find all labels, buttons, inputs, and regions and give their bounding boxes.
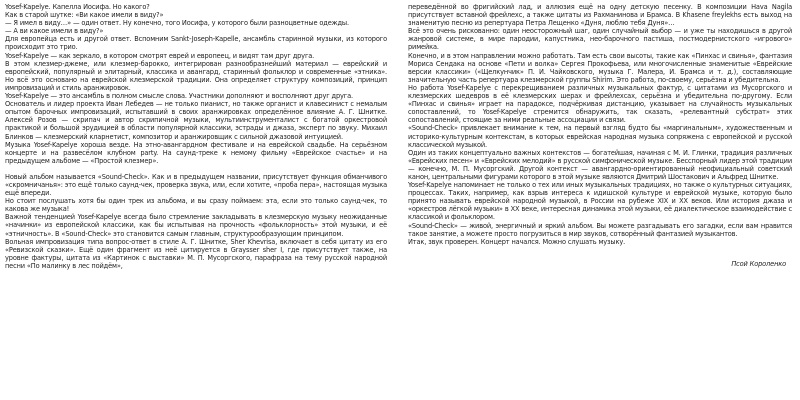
paragraph: переведённой во фригийский лад, и аллюзия ещё на одну детскую песенку. В композиции Hava Nagila присутствует вставной фрейлехс, а также цитаты из Рахманинова и Брамса. В Khasene freylekhs есть выход на знаменитую песню из репертуара Петра Лещенко «Дуня, люблю тебя Дуня»…	[408, 3, 792, 28]
paragraph: В этом клезмер-джеме, или клезмер-барокко, интегрирован разнообразнейший материал — еврейский и европейский, популярный и элитарный, классика и авангард, старинный фольклор и современные «этника». Но всё это основано на еврейской клезмерской традиции. Она определяет структуру композиций, принцип импровизаций и стиль аранжировок.	[5, 59, 387, 92]
paragraph-gap	[5, 165, 387, 173]
right-text-column	[398, 3, 800, 400]
paragraph: Yosef-Kapelye — это ансамбль в полном смысле слова. Участники дополняют и восполняют друг друга.	[5, 92, 354, 101]
paragraph: Вольная импровизация типа вопрос-ответ в стиле А. Г. Шнитке, Sher Khevrisa, включает в себя цитату из его «Ревизской сказки». Ещё один фрагмент из неё цитируется в Graysser sher I, где присутствует также, на уровне фактуры, цитата из «Картинок с выставки» М. П. Мусоргского, парафраза на тему русской народной песни «По малинку в лес пойдём»,	[5, 237, 387, 270]
paragraph: «Sound-Check» привлекает внимание к тем, на первый взгляд будто бы «маргинальным», художественным и историко-культурным контекстам, в которых еврейская народная музыка сопряжена с европейской и русской классической музыкой.	[408, 124, 792, 149]
paragraph: Основатель и лидер проекта Иван Лебедев — не только пианист, но также органист и клавесинист с немалым опытом барочных импровизаций, испытавший в своих аранжировках определённое влияние А. Г. Шнитке. Алексей Розов — скрипач и автор скрипичной музыки, мультиинструменталист с богатой оркестровой практикой и большой эрудицией в области популярной классики, эстрады и джаза, эксперт по звуку. Михаил Блинков — клезмерский кларнетист, композитор и аранжировщик с сильной джазовой интуицией.	[5, 100, 387, 141]
paragraph: Но работа Yosef-Kapelye с перекрещиванием различных музыкальных фактур, с цитатами из Мусоргского и клезмерских шедевров в её клезмерских шерах и фрейлехсах, серьёзна и убедительна по-другому. Если «Пинхас и свинья» играет на парадоксе, подчёркивая дистанцию, указывает на случайность музыкальных сопоставлений, то Yosef-Kapelye стремится обнаружить, так сказать, «релевантный субстрат» этих сопоставлений, стоящие за ними реальные ассоциации и связи.	[408, 83, 792, 125]
paragraph: — А ви какое имели в виду?»	[5, 27, 104, 36]
paragraph: Yosef-Kapelye напоминает не только о тех или иных музыкальных традициях, но также о культурных ситуациях, процессах. Таких, например, как взрыв интереса к идишской культуре и еврейской музыке, которую было принято называть еврейской народной музыкой, в России на рубеже XIX и XX веков. Или история джаза и «оркестров лёгкой музыки» в XX веке, интересная динамика этой музыки, её диалектическое взаимодействие с классикой и фольклором.	[408, 181, 792, 222]
paragraph: Музыка Yosef-Kapelye хороша везде. На этно-авангардном фестивале и на еврейской свадьбе. На серьёзном концерте и на развесёлом клубном party. На саунд-треке к немому фильму «Еврейское счастье» и на предыдущем альбоме — «Простой клезмер».	[5, 140, 387, 165]
paragraph: Но стоит послушать хотя бы один трек из альбома, и вы сразу поймаем: эта, если это только саунд-чек, то какова же музыка!	[5, 197, 387, 214]
paragraph: Yosef-Kapelye — как зеркало, в котором смотрят еврей и европеец, и видят там друг друга.	[5, 51, 315, 60]
paragraph: Важной тенденцией Yosef-Kapelye всегда было стремление закладывать в клезмерскую музыку неожиданные «начинки» из европейской классики, как бы испытывая на прочность «фольклорность» этой музыки, и её «этничность». В «Sound-Check» это становится самым главным, структурообразующим принципом.	[5, 213, 387, 238]
paragraph: Как в старой шутке: «Ви какое имели в виду?»	[5, 11, 164, 20]
paragraph: Для европейца есть и другой ответ. Вспомним Sankt-Joseph-Kapelle, ансамбль старинной музыки, из которого происходит это трио.	[5, 35, 387, 52]
paragraph: Конечно, и в этом направлении можно работать. Там есть свои высоты, такие как «Пинхас и свинья», фантазия Мориса Сендака на основе «Пети и волка» Сергея Прокофьева, или многочисленные знаменитые «Еврейские версии классики» («Щелкунчик» П. И. Чайковского, музыка Г. Малера, И. Брамса и т. д.), составляющие значительную часть репертуара клезмерской группы Shirim. Это работа, по-своему, серьёзна и убедительна.	[408, 51, 792, 84]
paragraph: Один из таких концептуально важных контекстов — богатейшая, начиная с М. И. Глинки, традиция различных «Еврейских песен» и «Еврейских мелодий» в русской симфонической музыке. Бесспорный лидер этой традиции — конечно, М. П. Мусоргский. Другой контекст — авангардно-ориентированный неофициальный советский канон, центральными фигурами которого в этой музыке являются Дмитрий Шостакович и Альфред Шнитке.	[408, 148, 792, 181]
paragraph: — Я имел в виду…» — один ответ. Ну конечно, того Иосифа, у которого были разноцветные одежды.	[5, 19, 349, 28]
left-text-column	[0, 3, 398, 400]
paragraph: Всё это очень рискованно: один неосторожный шаг, один случайный выбор — и уже ты находишься в другой жанровой системе, в мире пародии, капустника, нео-барочного пастиша, постмодернистского «игрового» римейка.	[408, 27, 792, 52]
paragraph: «Sound-Check» — живой, энергичный и яркий альбом. Вы можете разгадывать его загадки, если вам нравится такое занятие, а можете просто погрузиться в мир звуков, сотворённый фантазией музыкантов.	[408, 221, 792, 238]
paragraph: Yosef-Kapelye. Капелла Иосифа. Но какого?	[5, 3, 150, 11]
author-signature: Псой Короленко	[731, 259, 786, 268]
paragraph: Новый альбом называется «Sound-Check». Как и в предыдущем названии, присутствует функция обманчивого «скромничанья»: это ещё только саунд-чек, проверка звука, или, если хотите, «проба пера», настоящая музыка ещё впереди.	[5, 172, 387, 198]
paragraph: Итак, звук проверен. Концерт начался. Можно слушать музыку.	[408, 237, 626, 246]
